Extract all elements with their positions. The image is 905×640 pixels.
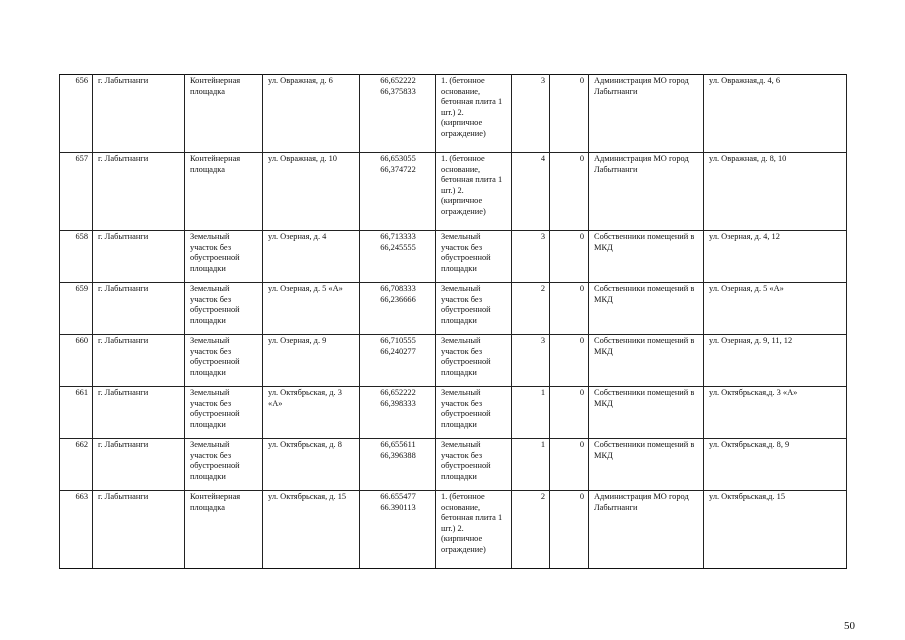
city-cell: г. Лабытнанги <box>93 75 185 153</box>
city-cell: г. Лабытнанги <box>93 283 185 335</box>
coordinates-cell <box>360 439 436 491</box>
city-cell: г. Лабытнанги <box>93 335 185 387</box>
container-count-cell: 3 <box>512 231 550 283</box>
zero-count-cell: 0 <box>550 283 589 335</box>
row-number: 662 <box>60 439 93 491</box>
table-row <box>60 387 847 439</box>
longitude: 66.390113 <box>380 502 416 512</box>
table-row <box>60 439 847 491</box>
served-addresses-cell: ул. Озерная, д. 9, 11, 12 <box>704 335 847 387</box>
row-number: 661 <box>60 387 93 439</box>
city-cell: г. Лабытнанги <box>93 439 185 491</box>
owner-cell: Собственники помещений в МКД <box>589 335 704 387</box>
container-count-cell: 1 <box>512 387 550 439</box>
zero-count-cell: 0 <box>550 491 589 569</box>
site-type-cell: Контейнерная площадка <box>185 153 263 231</box>
latitude: 66,655611 <box>380 440 416 449</box>
served-addresses-cell: ул. Овражная, д. 8, 10 <box>704 153 847 231</box>
zero-count-cell: 0 <box>550 335 589 387</box>
zero-count-cell: 0 <box>550 75 589 153</box>
coordinates-cell <box>360 231 436 283</box>
zero-count-cell: 0 <box>550 231 589 283</box>
coverage-cell: Земельный участок без обустроенной площадки <box>436 387 512 439</box>
table-row <box>60 335 847 387</box>
served-addresses-cell: ул. Октябрьская,д. 15 <box>704 491 847 569</box>
latitude: 66,653055 <box>380 154 416 163</box>
zero-count-cell: 0 <box>550 387 589 439</box>
city-cell: г. Лабытнанги <box>93 491 185 569</box>
container-count-cell: 3 <box>512 75 550 153</box>
container-count-cell: 4 <box>512 153 550 231</box>
coordinates-cell <box>360 283 436 335</box>
address-cell: ул. Октябрьская, д. 8 <box>263 439 360 491</box>
coverage-cell: 1. (бетонное основание, бетонная плита 1 шт.) 2. (кирпичное ограждение) <box>436 75 512 153</box>
served-addresses-cell: ул. Озерная, д. 4, 12 <box>704 231 847 283</box>
longitude: 66,236666 <box>380 294 416 304</box>
coverage-cell: 1. (бетонное основание, бетонная плита 1 шт.) 2. (кирпичное ограждение) <box>436 491 512 569</box>
row-number: 656 <box>60 75 93 153</box>
city-cell: г. Лабытнанги <box>93 231 185 283</box>
address-cell: ул. Озерная, д. 9 <box>263 335 360 387</box>
owner-cell: Администрация МО город Лабытнанги <box>589 153 704 231</box>
latitude: 66,652222 <box>380 76 416 85</box>
owner-cell: Собственники помещений в МКД <box>589 283 704 335</box>
table-row <box>60 231 847 283</box>
table-body <box>60 75 847 569</box>
site-type-cell: Земельный участок без обустроенной площадки <box>185 439 263 491</box>
coverage-cell: Земельный участок без обустроенной площадки <box>436 283 512 335</box>
latitude: 66,708333 <box>380 284 416 293</box>
site-type-cell: Земельный участок без обустроенной площадки <box>185 387 263 439</box>
owner-cell: Администрация МО город Лабытнанги <box>589 75 704 153</box>
served-addresses-cell: ул. Озерная, д. 5 «А» <box>704 283 847 335</box>
latitude: 66,710555 <box>380 336 416 345</box>
site-type-cell: Земельный участок без обустроенной площадки <box>185 283 263 335</box>
coordinates-cell <box>360 491 436 569</box>
row-number: 657 <box>60 153 93 231</box>
longitude: 66,240277 <box>380 346 416 356</box>
zero-count-cell: 0 <box>550 153 589 231</box>
coverage-cell: Земельный участок без обустроенной площадки <box>436 231 512 283</box>
row-number: 659 <box>60 283 93 335</box>
waste-sites-table <box>59 74 847 569</box>
row-number: 660 <box>60 335 93 387</box>
site-type-cell: Контейнерная площадка <box>185 75 263 153</box>
container-count-cell: 2 <box>512 283 550 335</box>
address-cell: ул. Овражная, д. 10 <box>263 153 360 231</box>
longitude: 66,375833 <box>380 86 416 96</box>
site-type-cell: Земельный участок без обустроенной площадки <box>185 231 263 283</box>
longitude: 66,374722 <box>380 164 416 174</box>
coordinates-cell <box>360 335 436 387</box>
longitude: 66,398333 <box>380 398 416 408</box>
longitude: 66,245555 <box>380 242 416 252</box>
container-count-cell: 1 <box>512 439 550 491</box>
served-addresses-cell: ул. Октябрьская,д. 8, 9 <box>704 439 847 491</box>
site-type-cell: Земельный участок без обустроенной площадки <box>185 335 263 387</box>
coordinates-cell <box>360 153 436 231</box>
owner-cell: Администрация МО город Лабытнанги <box>589 491 704 569</box>
city-cell: г. Лабытнанги <box>93 153 185 231</box>
city-cell: г. Лабытнанги <box>93 387 185 439</box>
row-number: 658 <box>60 231 93 283</box>
latitude: 66.655477 <box>380 492 416 501</box>
container-count-cell: 2 <box>512 491 550 569</box>
address-cell: ул. Октябрьская, д. 15 <box>263 491 360 569</box>
latitude: 66,652222 <box>380 388 416 397</box>
address-cell: ул. Овражная, д. 6 <box>263 75 360 153</box>
table-row <box>60 283 847 335</box>
address-cell: ул. Озерная, д. 4 <box>263 231 360 283</box>
served-addresses-cell: ул. Октябрьская,д. 3 «А» <box>704 387 847 439</box>
page-number: 50 <box>844 620 855 632</box>
coverage-cell: Земельный участок без обустроенной площадки <box>436 439 512 491</box>
coverage-cell: 1. (бетонное основание, бетонная плита 1 шт.) 2. (кирпичное ограждение) <box>436 153 512 231</box>
coordinates-cell <box>360 387 436 439</box>
table-row <box>60 75 847 153</box>
latitude: 66,713333 <box>380 232 416 241</box>
owner-cell: Собственники помещений в МКД <box>589 387 704 439</box>
coverage-cell: Земельный участок без обустроенной площадки <box>436 335 512 387</box>
coordinates-cell <box>360 75 436 153</box>
zero-count-cell: 0 <box>550 439 589 491</box>
address-cell: ул. Октябрьская, д. 3 «А» <box>263 387 360 439</box>
address-cell: ул. Озерная, д. 5 «А» <box>263 283 360 335</box>
site-type-cell: Контейнерная площадка <box>185 491 263 569</box>
owner-cell: Собственники помещений в МКД <box>589 231 704 283</box>
row-number: 663 <box>60 491 93 569</box>
longitude: 66,396388 <box>380 450 416 460</box>
container-count-cell: 3 <box>512 335 550 387</box>
served-addresses-cell: ул. Овражная,д. 4, 6 <box>704 75 847 153</box>
table-row <box>60 491 847 569</box>
table-row <box>60 153 847 231</box>
owner-cell: Собственники помещений в МКД <box>589 439 704 491</box>
